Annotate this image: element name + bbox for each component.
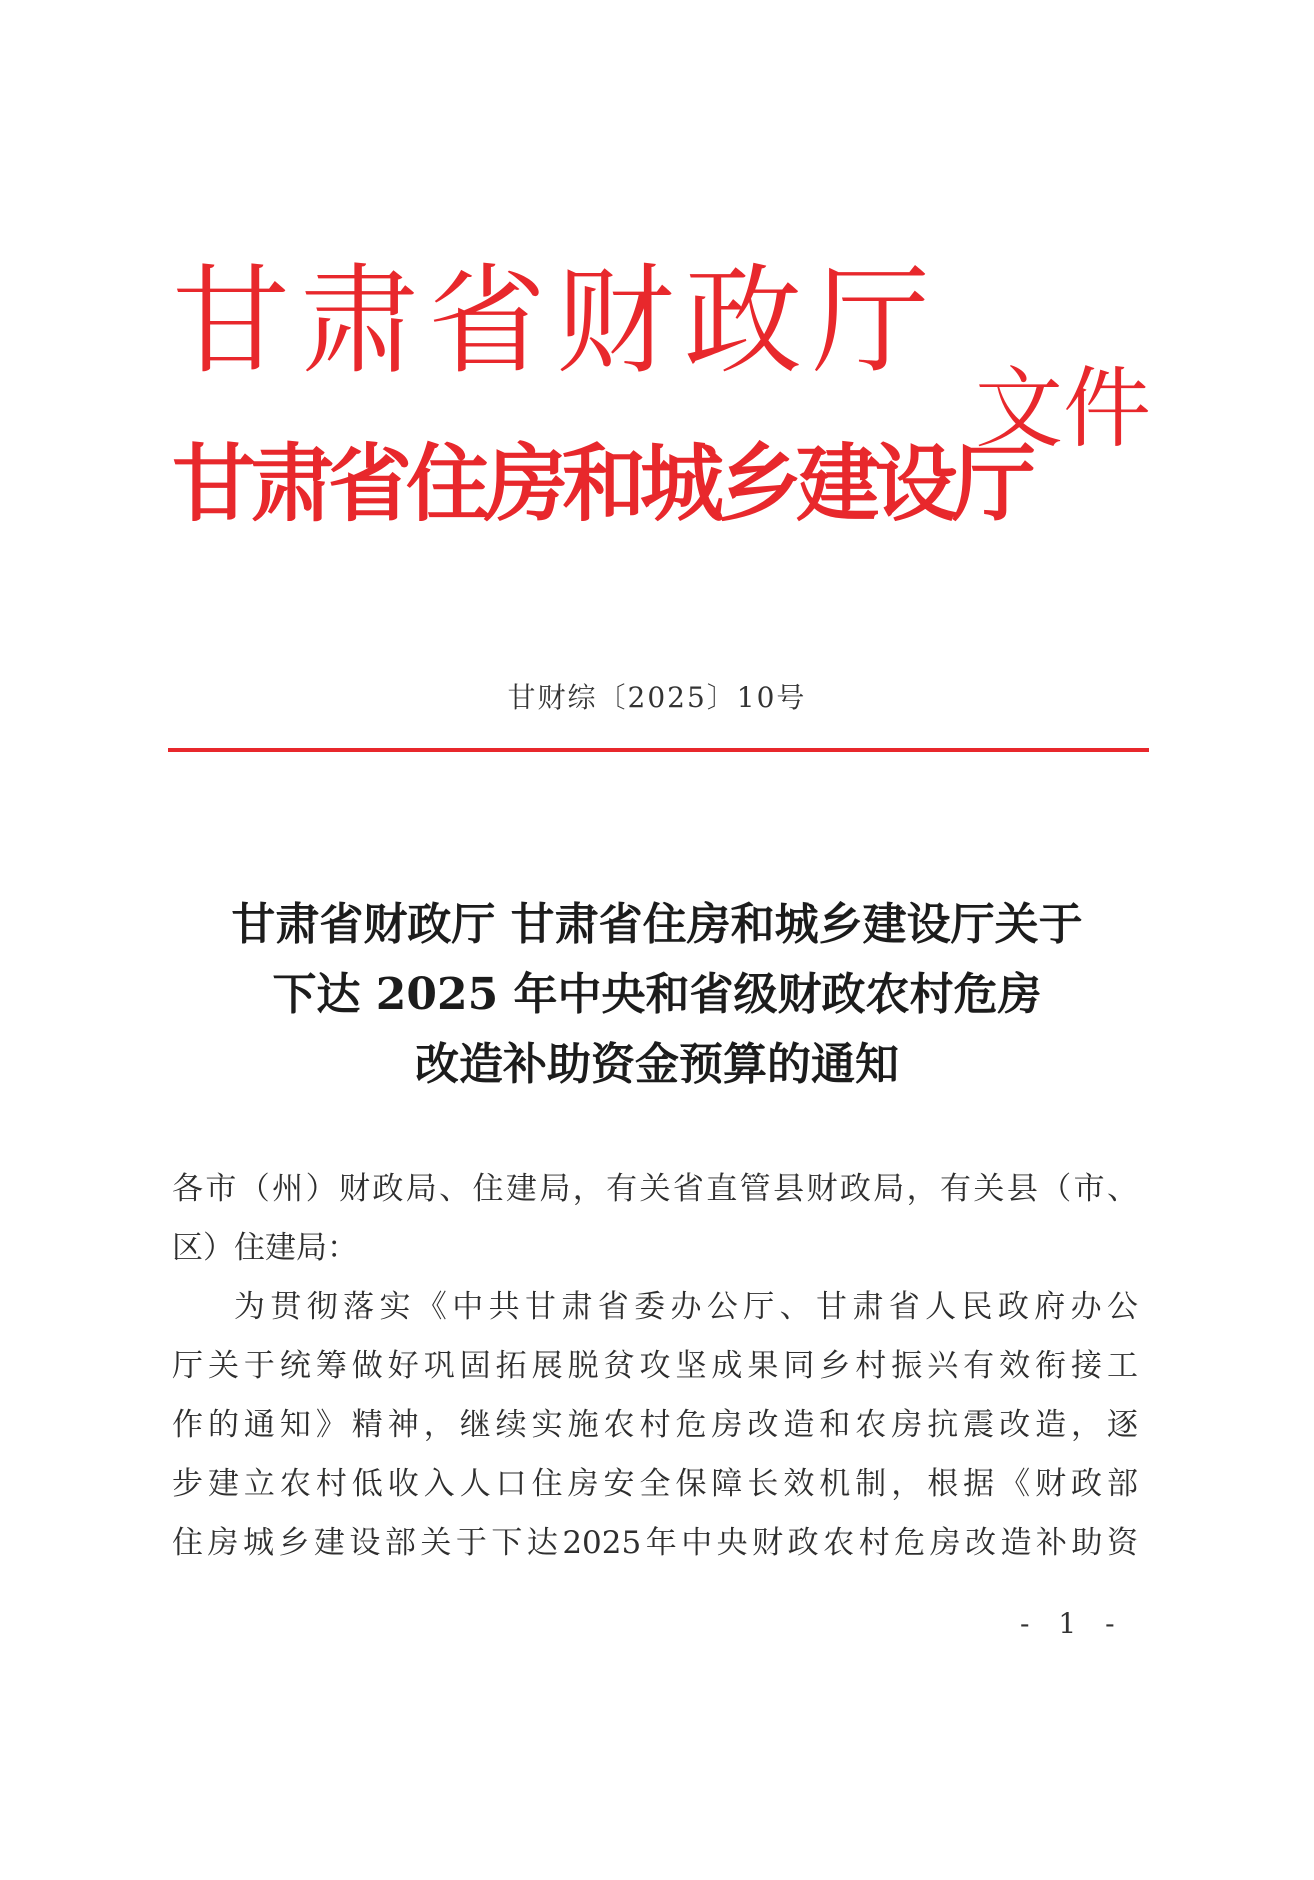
document-type-label: 文件 — [975, 357, 1152, 460]
red-divider-line — [168, 748, 1149, 752]
document-title — [0, 890, 1314, 1100]
paragraph-1-line-3: 作的通知》精神，继续实施农村危房改造和农房抗震改造，逐 — [172, 1407, 1138, 1443]
addressee-line-2: 区）住建局： — [172, 1230, 358, 1266]
issuer-finance-department: 甘肃省财政厅 — [172, 252, 941, 390]
title-line-2: 下达 2025 年中央和省级财政农村危房 — [272, 969, 1042, 1020]
issuer-housing-department: 甘肃省住房和城乡建设厅 — [172, 434, 1031, 533]
paragraph-1-line-1: 为贯彻落实《中共甘肃省委办公厅、甘肃省人民政府办公 — [234, 1289, 1138, 1325]
page-number: - 1 - — [1020, 1607, 1125, 1640]
addressee-line-1: 各市（州）财政局、住建局，有关省直管县财政局，有关县（市、 — [172, 1171, 1138, 1207]
title-line-1: 甘肃省财政厅 甘肃省住房和城乡建设厅关于 — [231, 899, 1083, 950]
paragraph-1-line-4: 步建立农村低收入人口住房安全保障长效机制，根据《财政部 — [172, 1466, 1138, 1502]
paragraph-1-line-5: 住房城乡建设部关于下达2025年中央财政农村危房改造补助资 — [172, 1525, 1138, 1561]
paragraph-1-line-2: 厅关于统筹做好巩固拓展脱贫攻坚成果同乡村振兴有效衔接工 — [172, 1348, 1138, 1384]
document-number: 甘财综〔2025〕10号 — [507, 681, 807, 714]
document-header — [0, 0, 1314, 560]
title-line-3: 改造补助资金预算的通知 — [415, 1039, 899, 1090]
document-body — [172, 1160, 1138, 1573]
